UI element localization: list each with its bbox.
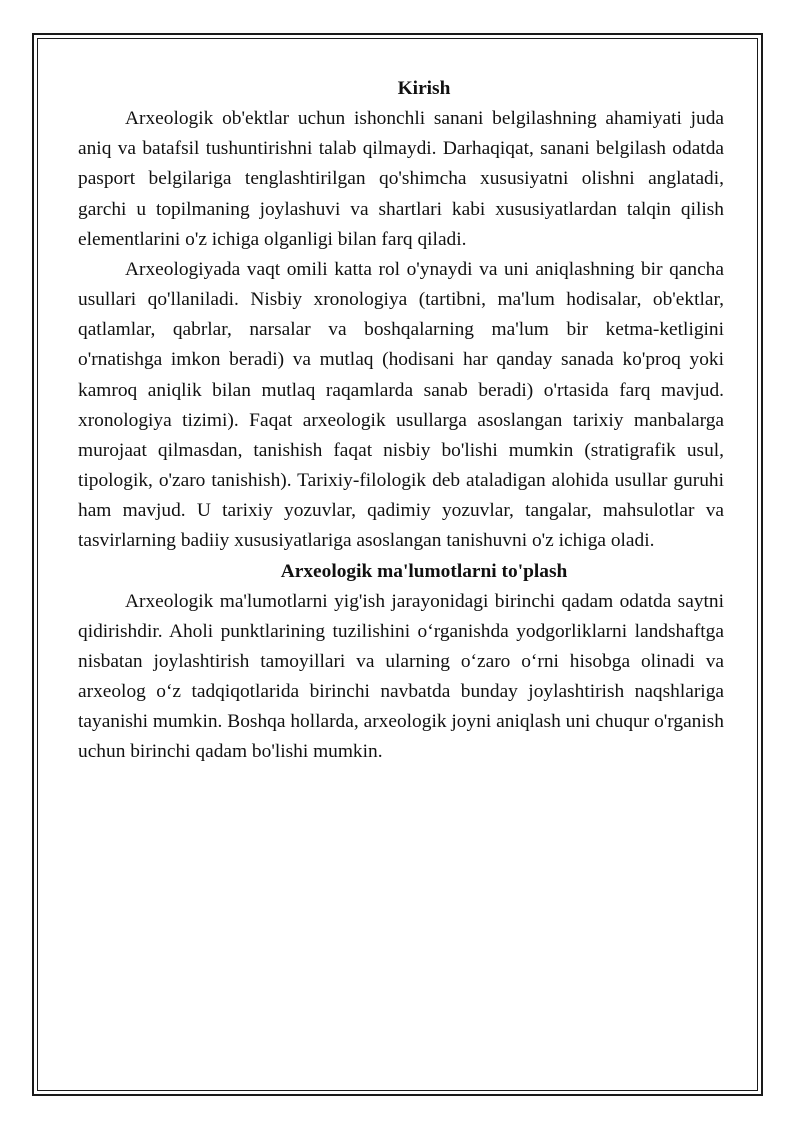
heading-kirish: Kirish <box>397 78 451 99</box>
document-body <box>78 74 724 768</box>
paragraph-1: Arxeologik ob'ektlar uchun ishonchli sanani belgilashning ahamiyati juda aniq va batafsil tushuntirishni talab qilmaydi. Darhaqiqat, sanani belgilash odatda pasport belgilariga tenglashtirilgan qo'shimcha xususiyatni olishni anglatadi, garchi u topilmaning joylashuvi va shartlari kabi xususiyatlardan talqin qilish elementlarini o'z ichiga olganligi bilan farq qiladi. <box>78 108 724 250</box>
heading-data-collection: Arxeologik ma'lumotlarni to'plash <box>280 560 568 582</box>
paragraph-3: Arxeologik ma'lumotlarni yig'ish jarayonidagi birinchi qadam odatda saytni qidirishdir. Aholi punktlarining tuzilishini o‘rganishda yodgorliklarni landshaftga nisbatan joylashtirish tamoyillari va ularning o‘zaro o‘rni hisobga olinadi va arxeolog o‘z tadqiqotlarida birinchi navbatda bunday joylashtirish naqshlariga tayanishi mumkin. Boshqa hollarda, arxeologik joyni aniqlash uni chuqur o'rganish uchun birinchi qadam bo'lishi mumkin. <box>78 590 724 763</box>
paragraph-2: Arxeologiyada vaqt omili katta rol o'ynaydi va uni aniqlashning bir qancha usullari qo'llaniladi. Nisbiy xronologiya (tartibni, ma'lum hodisalar, ob'ektlar, qatlamlar, qabrlar, narsalar va boshqalarning ma'lum bir ketma-ketligini o'rnatishga imkon beradi) va mutlaq (hodisani har qanday sanada ko'proq yoki kamroq aniqlik bilan mutlaq raqamlarda sanab beradi) o'rtasida farq mavjud. xronologiya tizimi). Faqat arxeologik usullarga asoslangan tarixiy manbalarga murojaat qilmasdan, tanishish faqat nisbiy bo'lishi mumkin (stratigrafik usul, tipologik, o'zaro tanishish). Tarixiy-filologik deb ataladigan alohida usullar guruhi ham mavjud. U tarixiy yozuvlar, qadimiy yozuvlar, tangalar, mahsulotlar va tasvirlarning badiiy xususiyatlariga asoslangan tanishuvni o'z ichiga oladi. <box>78 258 724 552</box>
